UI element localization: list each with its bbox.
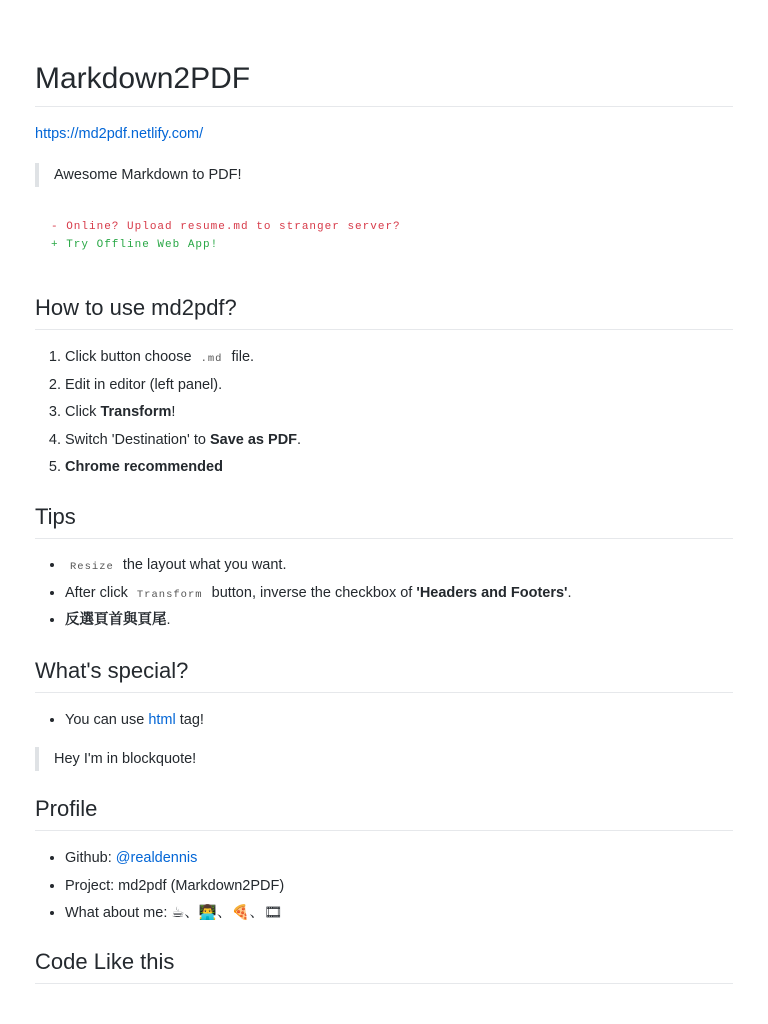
transform-code: Transform	[136, 588, 203, 601]
about-emoji: ☕、👨‍💻、🍕、🎞	[171, 905, 283, 921]
heading-whats-special: What's special?	[35, 658, 733, 693]
step-3: 3. Click Transform!	[65, 399, 301, 427]
profile-about: • What about me: ☕、👨‍💻、🍕、🎞	[65, 900, 284, 928]
tip-3: • 反選頁首與頁尾.	[65, 607, 572, 635]
resize-code: Resize	[70, 561, 114, 573]
diff-removed-line: - Online? Upload resume.md to stranger server?	[51, 221, 401, 233]
html-link[interactable]: html	[148, 712, 176, 728]
heading-profile: Profile	[35, 796, 733, 831]
how-to-steps	[35, 344, 301, 482]
special-list	[35, 707, 204, 735]
site-link[interactable]: https://md2pdf.netlify.com/	[35, 126, 204, 142]
heading-code-like-this: Code Like this	[35, 949, 733, 984]
blockquote-hey: Hey I'm in blockquote!	[35, 747, 196, 771]
github-link[interactable]: @realdennis	[115, 850, 198, 866]
tip-1: • Resize the layout what you want.	[65, 552, 572, 580]
step-2: 2. Edit in editor (left panel).	[65, 372, 301, 400]
diff-added-line: + Try Offline Web App!	[51, 239, 219, 251]
heading-tips: Tips	[35, 504, 733, 539]
tips-list	[35, 552, 572, 635]
page-title: Markdown2PDF	[35, 62, 733, 107]
tip-2: • After click Transform button, inverse the checkbox of 'Headers and Footers'.	[65, 580, 572, 608]
step-5: 5. Chrome recommended	[65, 454, 301, 482]
step-4: 4. Switch 'Destination' to Save as PDF.	[65, 427, 301, 455]
md-extension-code: .md	[200, 353, 223, 365]
step-1: 1. Click button choose .md file.	[65, 344, 301, 372]
special-item: • You can use html tag!	[65, 707, 204, 735]
heading-how-to-use: How to use md2pdf?	[35, 295, 733, 330]
diff-code-block	[35, 218, 401, 254]
profile-github: • Github: @realdennis	[65, 845, 284, 873]
profile-list	[35, 845, 284, 928]
profile-project: • Project: md2pdf (Markdown2PDF)	[65, 873, 284, 901]
blockquote-awesome: Awesome Markdown to PDF!	[35, 163, 242, 187]
